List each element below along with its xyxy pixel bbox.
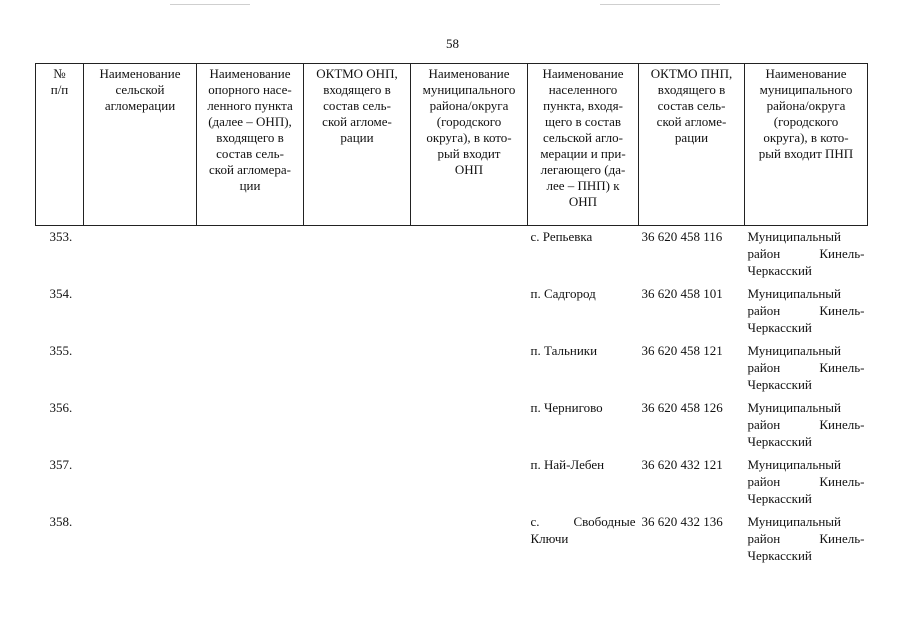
district-line: Муниципальный <box>747 286 841 301</box>
pnp-district-cell <box>745 511 868 568</box>
header-pnp-name: Наименование населенного пункта, входя- щего в состав сельской агло- мерации и при- легающего (да- лее – ПНП) к ОНП <box>528 64 639 226</box>
district-line: Муниципальный <box>747 514 841 529</box>
header-onp-oktmo: ОКТМО ОНП, входящего в состав сель- ской агломе- рации <box>304 64 411 226</box>
agglomeration-table <box>35 63 868 568</box>
onp-district-cell <box>411 226 528 284</box>
header-agglomeration: Наименование сельской агломерации <box>84 64 197 226</box>
pnp-district-cell <box>745 340 868 397</box>
agglomeration-cell <box>84 283 197 340</box>
onp-district-cell <box>411 511 528 568</box>
table-row <box>36 454 868 511</box>
district-line: Муниципальный <box>747 343 841 358</box>
onp-oktmo-cell <box>304 511 411 568</box>
agglomeration-cell <box>84 511 197 568</box>
pnp-name-cell: п. Най-Лебен <box>530 457 605 472</box>
district-line: Черкасский <box>747 548 812 563</box>
table-row <box>36 283 868 340</box>
pnp-oktmo-cell: 36 620 458 116 <box>641 229 723 244</box>
table-header-row <box>36 64 868 226</box>
agglomeration-cell <box>84 226 197 284</box>
pnp-oktmo-cell: 36 620 458 101 <box>641 286 723 301</box>
district-line: район Кинель- <box>747 303 865 318</box>
onp-oktmo-cell <box>304 397 411 454</box>
onp-cell <box>197 283 304 340</box>
district-line: Муниципальный <box>747 400 841 415</box>
pnp-name-cell: с. Репьевка <box>530 229 593 244</box>
district-line: район Кинель- <box>747 531 865 546</box>
header-pnp-district: Наименование муниципального района/округа (городского округа), в кото- рый входит ПНП <box>745 64 868 226</box>
table-row <box>36 340 868 397</box>
onp-cell <box>197 340 304 397</box>
onp-district-cell <box>411 283 528 340</box>
agglomeration-cell <box>84 397 197 454</box>
pnp-oktmo-cell: 36 620 458 121 <box>641 343 723 358</box>
pnp-name-cell: п. Тальники <box>530 343 598 358</box>
district-line: район Кинель- <box>747 360 865 375</box>
row-number: 354. <box>49 286 73 301</box>
district-line: Черкасский <box>747 491 812 506</box>
onp-cell <box>197 511 304 568</box>
district-line: район Кинель- <box>747 417 865 432</box>
district-line: Черкасский <box>747 434 812 449</box>
onp-district-cell <box>411 397 528 454</box>
pnp-district-cell <box>745 226 868 284</box>
pnp-name-cell: с. Свободные Ключи <box>530 514 636 546</box>
onp-cell <box>197 226 304 284</box>
district-line: Черкасский <box>747 263 812 278</box>
scan-artifact-line <box>600 4 720 5</box>
onp-district-cell <box>411 454 528 511</box>
district-line: Муниципальный <box>747 229 841 244</box>
district-line: Муниципальный <box>747 457 841 472</box>
row-number: 355. <box>49 343 73 358</box>
header-onp-name: Наименование опорного насе- ленного пункта (далее – ОНП), входящего в состав сель- ской агломера- ции <box>197 64 304 226</box>
agglomeration-cell <box>84 454 197 511</box>
pnp-name-cell: п. Садгород <box>530 286 596 301</box>
pnp-oktmo-cell: 36 620 432 136 <box>641 514 723 529</box>
row-number: 353. <box>49 229 73 244</box>
pnp-name-cell: п. Чернигово <box>530 400 603 415</box>
header-onp-district: Наименование муниципального района/округа (городского округа), в кото- рый входит ОНП <box>411 64 528 226</box>
pnp-oktmo-cell: 36 620 432 121 <box>641 457 723 472</box>
header-pnp-oktmo: ОКТМО ПНП, входящего в состав сель- ской агломе- рации <box>639 64 745 226</box>
onp-district-cell <box>411 340 528 397</box>
onp-cell <box>197 454 304 511</box>
pnp-district-cell <box>745 283 868 340</box>
pnp-district-cell <box>745 397 868 454</box>
district-line: Черкасский <box>747 320 812 335</box>
pnp-district-cell <box>745 454 868 511</box>
district-line: район Кинель- <box>747 474 865 489</box>
header-number: № п/п <box>36 64 84 226</box>
pnp-oktmo-cell: 36 620 458 126 <box>641 400 723 415</box>
page-number: 58 <box>446 36 459 51</box>
scan-artifact-line <box>170 4 250 5</box>
onp-oktmo-cell <box>304 340 411 397</box>
onp-oktmo-cell <box>304 283 411 340</box>
onp-oktmo-cell <box>304 454 411 511</box>
agglomeration-cell <box>84 340 197 397</box>
table-row <box>36 226 868 284</box>
onp-cell <box>197 397 304 454</box>
district-line: район Кинель- <box>747 246 865 261</box>
row-number: 357. <box>49 457 73 472</box>
district-line: Черкасский <box>747 377 812 392</box>
table-row <box>36 511 868 568</box>
table-row <box>36 397 868 454</box>
row-number: 356. <box>49 400 73 415</box>
row-number: 358. <box>49 514 73 529</box>
onp-oktmo-cell <box>304 226 411 284</box>
